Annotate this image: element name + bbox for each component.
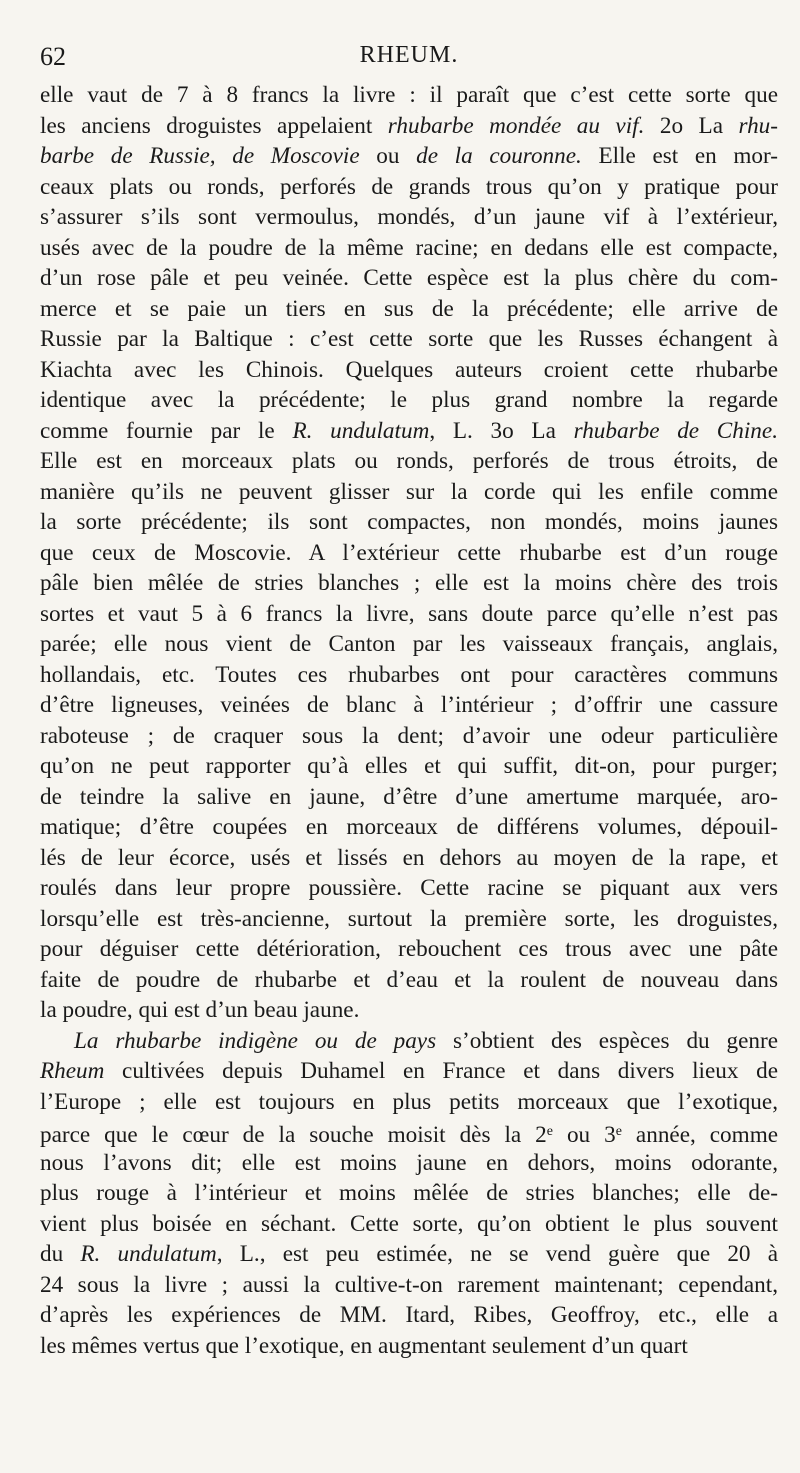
superscript-text: e [546, 1124, 553, 1139]
text-line [40, 385, 778, 416]
text-run: d’être ligneuses, veinées de blanc à l’intérieur ; d’offrir une cassure [40, 692, 778, 718]
text-run: l’Europe ; elle est toujours en plus petits morceaux que l’exotique, [40, 1088, 778, 1115]
text-line [40, 477, 778, 508]
text-run: ou [359, 143, 417, 169]
paragraph-2 [40, 1026, 778, 1362]
italic-text: de la couronne. [416, 143, 582, 169]
text-line [40, 416, 778, 447]
text-line [40, 660, 778, 691]
text-run: matique; d’être coupées en morceaux de différens volumes, dépouil- [40, 814, 778, 840]
text-line [40, 965, 778, 996]
text-line [40, 507, 778, 538]
text-line [40, 599, 778, 630]
text-line [40, 568, 778, 599]
text-line [40, 690, 778, 721]
text-line [40, 446, 778, 477]
text-run: nous l’avons dit; elle est moins jaune en dehors, moins odorante, [40, 1149, 778, 1176]
text-run: s’assurer s’ils sont vermoulus, mondés, d’un jaune vif à l’extérieur, [40, 204, 778, 230]
paragraph-1 [40, 80, 778, 1026]
text-run: vient plus boisée en séchant. Cette sorte, qu’on obtient le plus souvent [40, 1210, 778, 1237]
text-line [40, 111, 778, 142]
italic-text: rhubarbe mondée au vif. [387, 112, 645, 139]
text-run: la sorte précédente; ils sont compactes, non mondés, moins jaunes [40, 509, 778, 535]
text-run: usés avec de la poudre de la même racine; en dedans elle est compacte, [40, 234, 778, 261]
text-line [40, 263, 778, 294]
text-line [40, 324, 778, 355]
text-line [40, 751, 778, 782]
text-run: sortes et vaut 5 à 6 francs la livre, sans doute parce qu’elle n’est pas [40, 600, 778, 627]
text-line [40, 294, 778, 325]
superscript-text: e [615, 1124, 622, 1139]
text-run: parce que le cœur de la souche moisit dès la 2 [40, 1122, 547, 1148]
text-line [40, 1300, 778, 1331]
text-line [40, 1056, 778, 1087]
text-line [40, 1239, 778, 1270]
text-run: les mêmes vertus que l’exotique, en augmentant seulement d’un quart [40, 1332, 688, 1359]
text-line [40, 782, 778, 813]
text-run: les anciens droguistes appelaient [40, 112, 388, 139]
italic-text: La rhubarbe indigène ou de pays [74, 1027, 437, 1054]
text-run: pour déguiser cette détérioration, rebouchent ces trous avec une pâte [40, 936, 778, 962]
text-run: Elle est en mor- [581, 143, 779, 169]
text-line [40, 1087, 778, 1118]
text-line [40, 873, 778, 904]
text-run: qu’on ne peut rapporter qu’à elles et qui suffit, dit-on, pour purger; [40, 753, 778, 779]
text-run: s’obtient des espèces du genre [436, 1027, 778, 1054]
text-run: pâle bien mêlée de stries blanches ; elle est la moins chère des trois [40, 570, 778, 596]
text-line [40, 1117, 778, 1148]
italic-text: Rheum [40, 1058, 105, 1084]
text-run: d’après les expériences de MM. Itard, Ribes, Geoffroy, etc., elle a [40, 1302, 778, 1328]
text-run: cultivées depuis Duhamel en France et dans divers lieux de [104, 1058, 778, 1084]
text-line [40, 80, 778, 111]
text-run: que ceux de Moscovie. A l’extérieur cette rhubarbe est d’un rouge [40, 539, 778, 566]
italic-text: barbe de Russie, de Moscovie [40, 143, 360, 169]
text-run: raboteuse ; de craquer sous la dent; d’avoir une odeur particulière [40, 722, 778, 749]
text-line [40, 629, 778, 660]
text-run: ceaux plats ou ronds, perforés de grands trous qu’on y pratique pour [40, 173, 778, 200]
text-line [40, 1331, 778, 1362]
text-line [40, 1026, 778, 1057]
running-head: RHEUM. [359, 42, 459, 68]
italic-text: rhubarbe de Chine. [573, 417, 778, 444]
text-run: lés de leur écorce, usés et lissés en dehors au moyen de la rape, et [40, 844, 778, 871]
text-run: , L., est peu estimée, ne se vend guère que 20 à [216, 1241, 779, 1267]
italic-text: R. undulatum [80, 1241, 217, 1267]
text-line [40, 843, 778, 874]
text-line [40, 904, 778, 935]
text-run: , L. 3o La [429, 417, 574, 444]
text-run: de teindre la salive en jaune, d’être d’une amertume marquée, aro- [40, 783, 778, 810]
text-run: merce et se paie un tiers en sus de la précédente; elle arrive de [40, 295, 778, 322]
text-line [40, 812, 778, 843]
text-run: Russie par la Baltique : c’est cette sorte que les Russes échangent à [40, 326, 778, 352]
italic-text: rhu- [738, 112, 778, 139]
text-run: 2o La [644, 112, 739, 139]
text-line [40, 1270, 778, 1301]
text-run: manière qu’ils ne peuvent glisser sur la corde qui les enfile comme [40, 478, 778, 505]
text-line [40, 233, 778, 264]
text-run: lorsqu’elle est très-ancienne, surtout la première sorte, les droguistes, [40, 905, 778, 932]
text-line [40, 995, 778, 1026]
text-line [40, 934, 778, 965]
text-run: comme fournie par le [40, 417, 293, 444]
text-run: elle vaut de 7 à 8 francs la livre : il paraît que c’est cette sorte que [40, 82, 778, 108]
text-run: Elle est en morceaux plats ou ronds, perforés de trous étroits, de [40, 448, 778, 474]
text-run: ou 3 [552, 1122, 616, 1148]
text-line [40, 141, 778, 172]
text-line [40, 1148, 778, 1179]
text-run: du [40, 1241, 81, 1267]
text-line [40, 538, 778, 569]
text-run: Kiachta avec les Chinois. Quelques auteurs croient cette rhubarbe [40, 356, 778, 383]
text-line [40, 1209, 778, 1240]
text-run: identique avec la précédente; le plus grand nombre la regarde [40, 387, 778, 413]
text-line [40, 202, 778, 233]
text-run: d’un rose pâle et peu veinée. Cette espèce est la plus chère du com- [40, 265, 778, 291]
text-line [40, 172, 778, 203]
text-run: année, comme [621, 1122, 779, 1148]
italic-text: R. undulatum [292, 417, 430, 444]
text-run: roulés dans leur propre poussière. Cette racine se piquant aux vers [40, 875, 778, 901]
page-number: 62 [40, 42, 66, 71]
text-run: parée; elle nous vient de Canton par les vaisseaux français, anglais, [40, 631, 778, 657]
text-run: 24 sous la livre ; aussi la cultive-t-on rarement maintenant; cependant, [40, 1271, 778, 1298]
text-run: la poudre, qui est d’un beau jaune. [40, 997, 360, 1023]
text-line [40, 721, 778, 752]
text-run: hollandais, etc. Toutes ces rhubarbes ont pour caractères communs [40, 661, 778, 688]
text-line [40, 1178, 778, 1209]
text-line [40, 355, 778, 386]
page-header [40, 40, 778, 80]
text-run: plus rouge à l’intérieur et moins mêlée de stries blanches; elle de- [40, 1180, 778, 1206]
text-run: faite de poudre de rhubarbe et d’eau et la roulent de nouveau dans [40, 966, 778, 993]
